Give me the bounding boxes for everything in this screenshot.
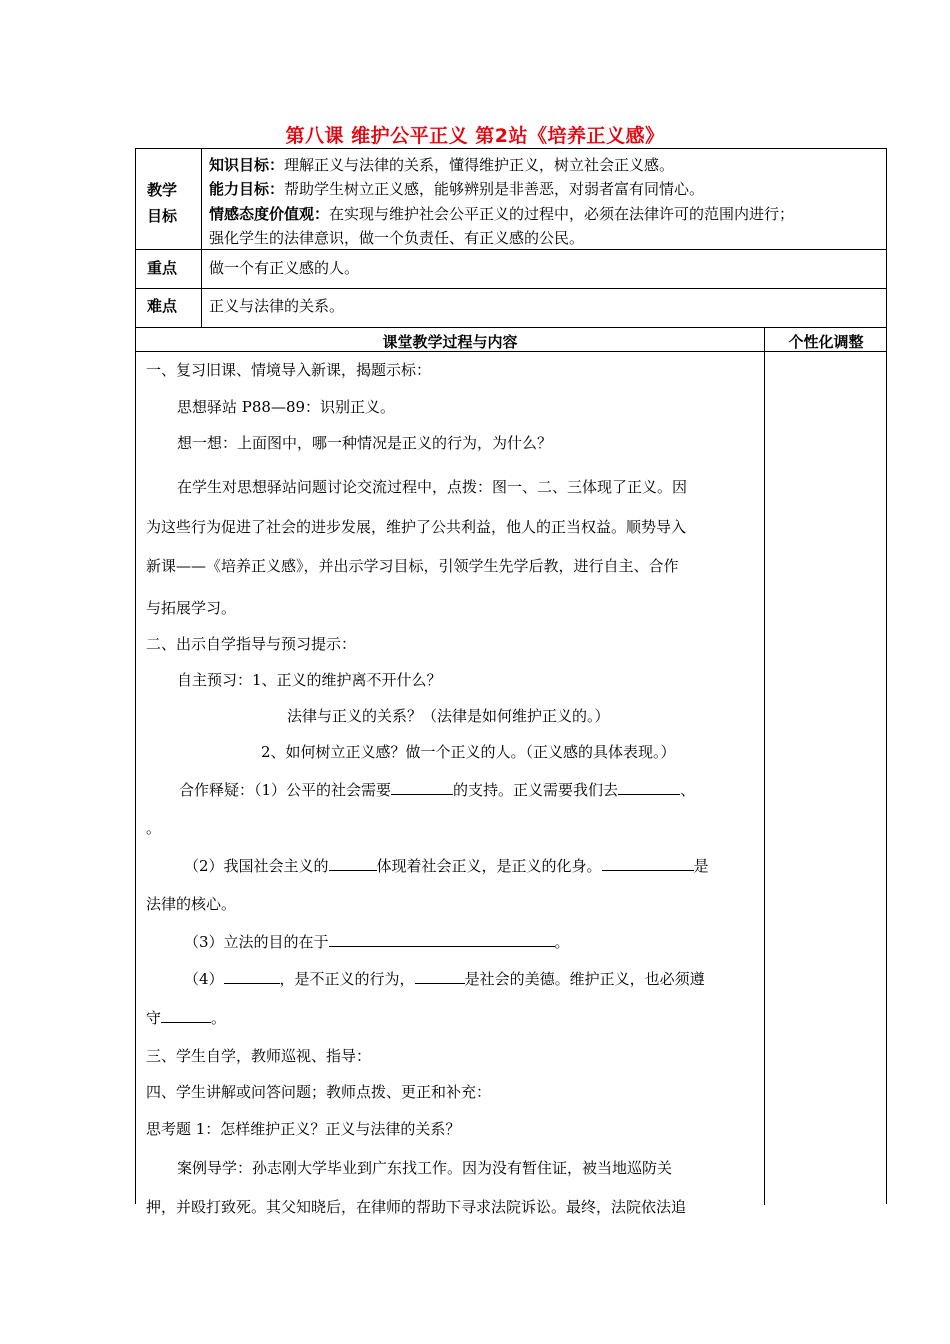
q4-text-b: ，是不正义的行为， xyxy=(279,970,415,988)
q1-text-a: 合作释疑：（1）公平的社会需要 xyxy=(179,781,392,799)
q4-text-e: 。 xyxy=(211,1009,227,1027)
emotion-objective xyxy=(209,203,794,224)
emotion-label: 情感态度价值观： xyxy=(209,205,330,223)
section-1-para-b: 想一想：上面图中，哪一种情况是正义的行为，为什么？ xyxy=(177,434,553,452)
fill-blank[interactable] xyxy=(329,931,555,947)
difficulty-label: 难点 xyxy=(147,297,178,315)
key-point-label: 重点 xyxy=(147,259,178,277)
thinking-question-1: 思考题 1：怎样维护正义？正义与法律的关系？ xyxy=(146,1120,461,1138)
q1-text-b: 的支持。正义需要我们去 xyxy=(453,781,619,799)
section-1-para-c4: 与拓展学习。 xyxy=(146,599,237,617)
question-3 xyxy=(184,931,570,952)
section-2-heading: 二、出示自学指导与预习提示： xyxy=(146,635,357,653)
knowledge-objective xyxy=(209,154,674,175)
process-header: 课堂教学过程与内容 xyxy=(382,333,518,351)
fill-blank[interactable] xyxy=(415,968,465,984)
row-divider xyxy=(136,249,886,250)
emotion-text: 在实现与维护社会公平正义的过程中，必须在法律许可的范围内进行； xyxy=(329,205,795,223)
question-4 xyxy=(184,968,705,989)
ability-text: 帮助学生树立正义感，能够辨别是非善恶，对弱者富有同情心。 xyxy=(284,180,705,198)
section-1-para-c2: 为这些行为促进了社会的进步发展，维护了公共利益，他人的正当权益。顺势导入 xyxy=(146,518,687,536)
q4-text-c: 是社会的美德。维护正义，也必须遵 xyxy=(464,970,705,988)
adjust-column-divider xyxy=(764,327,765,1205)
ability-objective xyxy=(209,178,704,199)
fill-blank[interactable] xyxy=(329,855,377,871)
q2-text-a: （2）我国社会主义的 xyxy=(184,857,329,875)
label-column-divider xyxy=(201,149,202,327)
fill-blank[interactable] xyxy=(602,855,694,871)
question-2 xyxy=(184,855,709,876)
adjust-header: 个性化调整 xyxy=(788,333,864,351)
row-divider xyxy=(136,327,886,328)
section-1-para-a: 思想驿站 P88—89：识别正义。 xyxy=(177,398,396,416)
section-1-para-c1: 在学生对思想驿站问题讨论交流过程中，点拨：图一、二、三体现了正义。因 xyxy=(177,478,688,496)
row-divider xyxy=(136,288,886,289)
section-4-heading: 四、学生讲解或问答问题；教师点拨、更正和补充： xyxy=(146,1083,492,1101)
emotion-text-2: 强化学生的法律意识，做一个负责任、有正义感的公民。 xyxy=(209,229,585,247)
question-1 xyxy=(179,779,695,800)
q3-text-a: （3）立法的目的在于 xyxy=(184,933,329,951)
q4-text-d: 守 xyxy=(146,1009,162,1027)
difficulty-text: 正义与法律的关系。 xyxy=(209,297,345,315)
fill-blank[interactable] xyxy=(618,779,680,795)
question-2-end: 法律的核心。 xyxy=(146,895,237,913)
section-2-para-a: 自主预习：1、正义的维护离不开什么？ xyxy=(177,671,442,689)
fill-blank[interactable] xyxy=(161,1007,211,1023)
key-point-text: 做一个有正义感的人。 xyxy=(209,259,360,277)
lesson-plan-table xyxy=(135,148,887,1216)
section-1-para-c3: 新课——《培养正义感》，并出示学习目标，引领学生先学后教，进行自主、合作 xyxy=(146,557,679,575)
q1-text-c: 、 xyxy=(680,781,696,799)
question-1-end: 。 xyxy=(146,819,162,837)
fill-blank[interactable] xyxy=(391,779,453,795)
objectives-label-1: 教学 xyxy=(147,181,178,199)
case-study-line-1: 案例导学：孙志刚大学毕业到广东找工作。因为没有暂住证，被当地巡防关 xyxy=(177,1159,673,1177)
page-title: 第八课 维护公平正义 第2站《培养正义感》 xyxy=(285,125,665,147)
section-3-heading: 三、学生自学，教师巡视、指导： xyxy=(146,1047,372,1065)
q2-text-c: 是 xyxy=(693,857,709,875)
section-1-heading: 一、复习旧课、情境导入新课，揭题示标： xyxy=(146,361,432,379)
case-study-line-2: 押，并殴打致死。其父知晓后，在律师的帮助下寻求法院诉讼。最终，法院依法追 xyxy=(146,1198,687,1216)
q4-text-a: （4） xyxy=(184,970,224,988)
section-2-para-c: 2、如何树立正义感？做一个正义的人。（正义感的具体表现。） xyxy=(261,743,676,761)
ability-label: 能力目标： xyxy=(209,180,285,198)
q2-text-b: 体现着社会正义，是正义的化身。 xyxy=(376,857,602,875)
objectives-label-2: 目标 xyxy=(147,207,178,225)
section-2-para-b: 法律与正义的关系？（法律是如何维护正义的。） xyxy=(287,707,610,725)
fill-blank[interactable] xyxy=(224,968,280,984)
knowledge-text: 理解正义与法律的关系，懂得维护正义，树立社会正义感。 xyxy=(284,156,675,174)
knowledge-label: 知识目标： xyxy=(209,156,285,174)
q3-text-b: 。 xyxy=(554,933,570,951)
question-4-end xyxy=(146,1007,226,1028)
